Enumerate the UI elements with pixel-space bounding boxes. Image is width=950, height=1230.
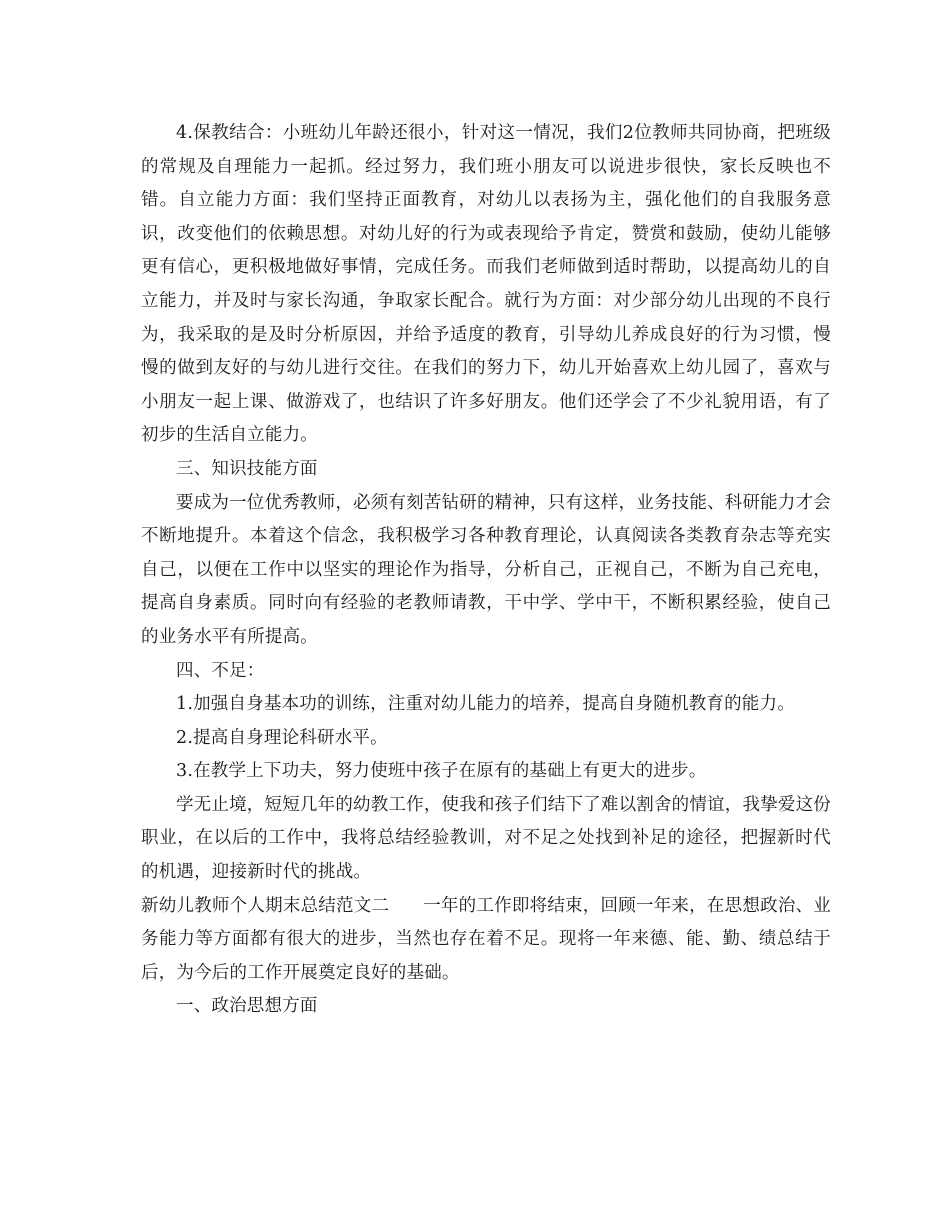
heading-knowledge-skills: 三、知识技能方面: [176, 458, 318, 479]
heading-political-thought: 一、政治思想方面: [176, 996, 318, 1017]
document-body: [141, 117, 831, 1024]
section-two-intro-text: 一年的工作即将结束，回顾一年来，在思想政治、业务能力等方面都有很大的进步，当然也存在着不足。现将一年来德、能、勤、绩总结于后，为今后的工作开展奠定良好的基础。: [141, 895, 831, 983]
paragraph-conclusion: 学无止境，短短几年的幼教工作，使我和孩子们结下了难以割舍的情谊，我挚爱这份职业，在以后的工作中，我将总结经验教训，对不足之处找到补足的途径，把握新时代的机遇，迎接新时代的挑战。: [141, 794, 831, 883]
shortcoming-item-3: 3.在教学上下功夫，努力使班中孩子在原有的基础上有更大的进步。: [176, 761, 707, 782]
section-two-intro: [141, 890, 831, 991]
paragraph-knowledge-skills: 要成为一位优秀教师，必须有刻苦钻研的精神，只有这样，业务技能、科研能力才会不断地提升。本着这个信念，我积极学习各种教育理论，认真阅读各类教育杂志等充实自己，以便在工作中以坚实的理论作为指导，分析自己，正视自己，不断为自己充电，提高自身素质。同时向有经验的老教师请教，干中学、学中干，不断积累经验，使自己的业务水平有所提高。: [141, 492, 831, 647]
shortcoming-item-1: 1.加强自身基本功的训练，注重对幼儿能力的培养，提高自身随机教育的能力。: [176, 694, 795, 715]
shortcoming-item-2: 2.提高自身理论科研水平。: [176, 727, 388, 748]
section-two-title: 新幼儿教师个人期末总结范文二: [141, 895, 390, 916]
heading-shortcomings: 四、不足：: [176, 660, 265, 681]
paragraph-care-education: 4.保教结合：小班幼儿年龄还很小，针对这一情况，我们2位教师共同协商，把班级的常规及自理能力一起抓。经过努力，我们班小朋友可以说进步很快，家长反映也不错。自立能力方面：我们坚持正面教育，对幼儿以表扬为主，强化他们的自我服务意识，改变他们的依赖思想。对幼儿好的行为或表现给予肯定，赞赏和鼓励，使幼儿能够更有信心，更积极地做好事情，完成任务。而我们老师做到适时帮助，以提高幼儿的自立能力，并及时与家长沟通，争取家长配合。就行为方面：对少部分幼儿出现的不良行为，我采取的是及时分析原因，并给予适度的教育，引导幼儿养成良好的行为习惯，慢慢的做到友好的与幼儿进行交往。在我们的努力下，幼儿开始喜欢上幼儿园了，喜欢与小朋友一起上课、做游戏了，也结识了许多好朋友。他们还学会了不少礼貌用语，有了初步的生活自立能力。: [141, 123, 831, 446]
